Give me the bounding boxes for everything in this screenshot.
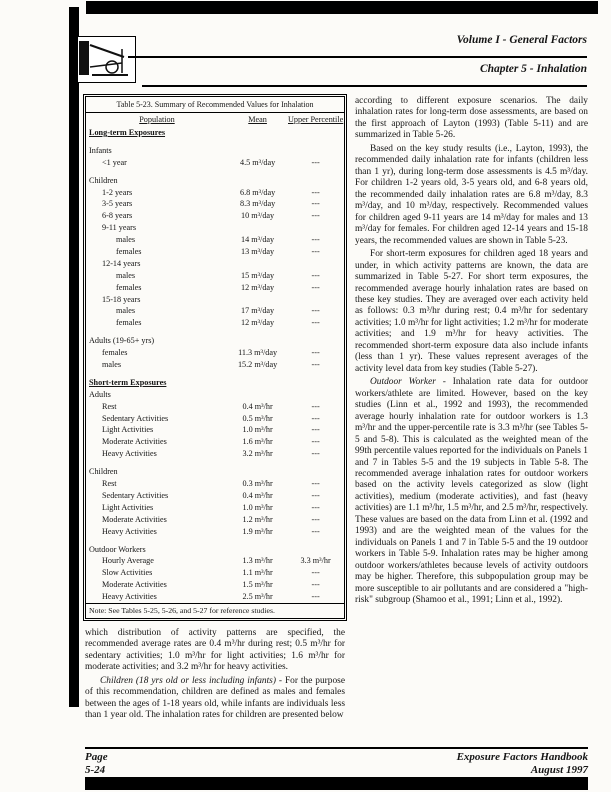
table-row: [86, 187, 344, 199]
top-black-bar: [86, 1, 598, 14]
mean-cell: [228, 294, 287, 306]
key-study-results-paragraph: Based on the key study results (i.e., Layton, 1993), the recommended daily inhalation rate for infants (children less than 1 yr), during long-term dose assessments is 4.5 m³/day. For children 1-2 years old, 3-5 years old, and 6-8 years old, the recommended daily inhalation rates are 6.8 m³/day, 8.3 m³/day, and 10 m³/day, respectively. Recommended values for children aged 9-11 years are 14 m³/day for males and 13 m³/day for females. For children aged 12-14 years and 15-18 years, the recommended values are shown in Table 5-23.: [355, 143, 588, 246]
mean-cell: [228, 258, 287, 270]
upper-percentile-cell: ---: [311, 247, 320, 257]
table-row: [86, 198, 344, 210]
footer-rule: [85, 747, 588, 749]
column-header-population: Population: [139, 115, 175, 124]
upper-percentile-cell: [287, 371, 344, 389]
upper-percentile-cell: ---: [311, 592, 320, 602]
children-paragraph-rest: - For the purpose of this recommendation, children are defined as males and females between the ages of 1-18 years old, while infants are individuals less than 1 year old. The inhalation rates for children are presented below: [85, 675, 345, 721]
mean-cell: 6.8 m³/day: [239, 187, 276, 197]
right-column: [355, 96, 588, 609]
population-cell: Moderate Activities: [102, 580, 167, 590]
table-row: [86, 347, 344, 359]
mean-cell: 4.5 m³/day: [239, 157, 276, 167]
population-cell: Rest: [102, 479, 117, 489]
table-row: [86, 234, 344, 246]
upper-percentile-cell: ---: [311, 306, 320, 316]
table-body: [86, 127, 344, 603]
upper-percentile-cell: ---: [311, 490, 320, 500]
table-row: [86, 359, 344, 371]
population-cell: Outdoor Workers: [89, 544, 146, 554]
mean-cell: 1.9 m³/hr: [242, 526, 273, 536]
upper-percentile-cell: ---: [311, 580, 320, 590]
table-row: [86, 591, 344, 603]
upper-percentile-cell: [287, 222, 344, 234]
footer-handbook-block: [457, 751, 588, 776]
table-row: [86, 401, 344, 413]
mean-cell: 1.5 m³/hr: [242, 580, 273, 590]
table-row: [86, 490, 344, 502]
table-row: [86, 294, 344, 306]
mean-cell: [228, 389, 287, 401]
upper-percentile-cell: ---: [311, 270, 320, 280]
upper-percentile-cell: ---: [311, 348, 320, 358]
header-rule-top: [128, 56, 587, 58]
table-row: [86, 210, 344, 222]
table-header-row: [86, 113, 344, 127]
mean-cell: 0.4 m³/hr: [242, 490, 273, 500]
table-row: [86, 329, 344, 347]
mean-cell: 12 m³/day: [241, 282, 275, 292]
left-column: [85, 96, 345, 724]
upper-percentile-cell: [287, 389, 344, 401]
table-row: [86, 282, 344, 294]
table-row: [86, 424, 344, 436]
table-row: [86, 305, 344, 317]
upper-percentile-cell: ---: [311, 235, 320, 245]
population-cell: females: [116, 282, 142, 292]
outdoor-worker-lead-italic: Outdoor Worker: [370, 377, 436, 388]
population-cell: 1-2 years: [102, 187, 133, 197]
table-row: [86, 371, 344, 389]
table-row: [86, 526, 344, 538]
table-row: [86, 127, 344, 139]
upper-percentile-cell: [287, 329, 344, 347]
table-row: [86, 538, 344, 556]
table-row: [86, 514, 344, 526]
population-cell: Sedentary Activities: [102, 490, 169, 500]
upper-percentile-cell: [287, 294, 344, 306]
population-cell: Infants: [89, 145, 112, 155]
upper-percentile-cell: ---: [311, 437, 320, 447]
table-note: Note: See Tables 5-25, 5-26, and 5-27 for reference studies.: [86, 603, 344, 618]
mean-cell: 15.2 m³/day: [237, 360, 278, 370]
logo-drawing-icon: [78, 37, 132, 79]
upper-percentile-cell: ---: [311, 318, 320, 328]
mean-cell: 1.6 m³/hr: [242, 437, 273, 447]
population-cell: Sedentary Activities: [102, 413, 169, 423]
population-cell: Short-term Exposures: [89, 377, 167, 387]
left-black-bar: [69, 7, 79, 707]
table-5-23: [85, 96, 345, 619]
table-row: [86, 222, 344, 234]
population-cell: Long-term Exposures: [89, 128, 166, 137]
mean-cell: 15 m³/day: [241, 270, 275, 280]
mean-cell: [228, 127, 287, 139]
population-cell: females: [116, 318, 142, 328]
upper-percentile-cell: ---: [311, 360, 320, 370]
mean-cell: [228, 538, 287, 556]
upper-percentile-cell: ---: [311, 187, 320, 197]
mean-cell: 2.5 m³/hr: [242, 592, 273, 602]
mean-cell: 13 m³/day: [241, 247, 275, 257]
table-row: [86, 157, 344, 169]
inhalation-values-table: [86, 113, 344, 603]
mean-cell: 10 m³/day: [241, 211, 275, 221]
mean-cell: 11.3 m³/day: [238, 348, 278, 358]
table-row: [86, 502, 344, 514]
upper-percentile-cell: ---: [311, 199, 320, 209]
header-rule-bottom: [142, 85, 587, 87]
table-row: [86, 579, 344, 591]
table-row: [86, 317, 344, 329]
upper-percentile-cell: 3.3 m³/hr: [300, 556, 331, 566]
mean-cell: 1.1 m³/hr: [242, 568, 273, 578]
table-row: [86, 169, 344, 187]
table-title: Table 5-23. Summary of Recommended Values for Inhalation: [86, 97, 344, 113]
chapter-title: Chapter 5 - Inhalation: [479, 63, 587, 75]
handbook-logo-icon: [77, 36, 136, 83]
mean-cell: 1.0 m³/hr: [242, 502, 273, 512]
footer-date: August 1997: [530, 763, 588, 776]
children-lead-italic: Children (18 yrs old or less including infants): [100, 675, 276, 686]
mean-cell: [228, 169, 287, 187]
population-cell: Slow Activities: [102, 568, 153, 578]
mean-cell: 0.5 m³/hr: [242, 413, 273, 423]
footer-handbook-title: Exposure Factors Handbook: [456, 751, 588, 763]
footer-page-label: Page: [85, 751, 108, 763]
upper-percentile-cell: [287, 258, 344, 270]
outdoor-worker-paragraph: [355, 377, 588, 606]
population-cell: males: [116, 235, 136, 245]
mean-cell: 17 m³/day: [241, 306, 275, 316]
population-cell: Heavy Activities: [102, 526, 157, 536]
upper-percentile-cell: ---: [311, 502, 320, 512]
mean-cell: [228, 329, 287, 347]
table-row: [86, 413, 344, 425]
mean-cell: 0.4 m³/hr: [242, 401, 273, 411]
mean-cell: 8.3 m³/day: [239, 199, 276, 209]
population-cell: Hourly Average: [102, 556, 154, 566]
mean-cell: 1.3 m³/hr: [242, 556, 273, 566]
table-row: [86, 478, 344, 490]
population-cell: 9-11 years: [102, 223, 137, 233]
children-definition-paragraph: [85, 676, 345, 722]
population-cell: Children: [89, 467, 118, 477]
table-row: [86, 567, 344, 579]
table-row: [86, 460, 344, 478]
mean-cell: [228, 222, 287, 234]
population-cell: Adults (19-65+ yrs): [89, 336, 155, 346]
upper-percentile-cell: ---: [311, 211, 320, 221]
table-header: [86, 113, 344, 127]
population-cell: Heavy Activities: [102, 449, 157, 459]
upper-percentile-cell: ---: [311, 526, 320, 536]
short-term-exposures-paragraph: For short-term exposures for children aged 18 years and under, in which activity patterns are known, the data are summarized in Table 5-27. For short term exposures, the recommended average hourly inhalation rates are based on these key studies. They are averaged over each activity held as follows: 0.3 m³/hr during rest; 0.4 m³/hr for sedentary activities; 1.0 m³/hr for light activities; 1.2 m³/hr for moderate activities; and 1.9 m³/hr for heavy activities. The recommended short-term exposure data also include infants (less than 1 yr). These values represent averages of the activity level data from key studies (Table 5-27).: [355, 249, 588, 374]
mean-cell: 12 m³/day: [241, 318, 275, 328]
upper-percentile-cell: [287, 460, 344, 478]
population-cell: Adults: [89, 389, 111, 399]
mean-cell: 14 m³/day: [241, 235, 275, 245]
activity-rates-paragraph: which distribution of activity patterns are specified, the recommended average rates are 0.4 m³/hr during rest; 0.5 m³/hr for sedentary activities; 1.0 m³/hr for light activities; 1.6 m³/hr for moderate activities; and 3.2 m³/hr for heavy activities.: [85, 627, 345, 673]
footer-page-block: [85, 751, 108, 776]
population-cell: females: [102, 348, 128, 358]
population-cell: Light Activities: [102, 502, 154, 512]
population-cell: 3-5 years: [102, 199, 133, 209]
population-cell: males: [102, 360, 122, 370]
table-row: [86, 270, 344, 282]
table-row: [86, 389, 344, 401]
upper-percentile-cell: [287, 169, 344, 187]
upper-percentile-cell: ---: [311, 568, 320, 578]
mean-cell: 3.2 m³/hr: [242, 449, 273, 459]
population-cell: 12-14 years: [102, 258, 141, 268]
table-row: [86, 555, 344, 567]
upper-percentile-cell: ---: [311, 401, 320, 411]
table-row: [86, 246, 344, 258]
column-header-mean: Mean: [248, 115, 267, 124]
population-cell: Light Activities: [102, 425, 154, 435]
upper-percentile-cell: ---: [311, 479, 320, 489]
population-cell: males: [116, 270, 136, 280]
population-cell: Heavy Activities: [102, 592, 157, 602]
population-cell: 6-8 years: [102, 211, 133, 221]
mean-cell: [228, 371, 287, 389]
mean-cell: [228, 460, 287, 478]
mean-cell: 0.3 m³/hr: [242, 479, 273, 489]
population-cell: <1 year: [102, 157, 127, 167]
population-cell: Moderate Activities: [102, 514, 167, 524]
population-cell: females: [116, 247, 142, 257]
upper-percentile-cell: ---: [311, 514, 320, 524]
mean-cell: [228, 139, 287, 157]
table-row: [86, 436, 344, 448]
mean-cell: 1.0 m³/hr: [242, 425, 273, 435]
population-cell: males: [116, 306, 136, 316]
upper-percentile-cell: ---: [311, 449, 320, 459]
upper-percentile-cell: ---: [311, 413, 320, 423]
column-header-upper-percentile: Upper Percentile: [288, 115, 344, 124]
population-cell: Rest: [102, 401, 117, 411]
footer-page-number: 5-24: [85, 763, 106, 776]
volume-title: Volume I - General Factors: [456, 34, 587, 46]
table-row: [86, 139, 344, 157]
upper-percentile-cell: [287, 538, 344, 556]
population-cell: Moderate Activities: [102, 437, 167, 447]
outdoor-worker-paragraph-rest: - Inhalation rate data for outdoor workers/athlete are limited. However, based on the key studies (Linn et al., 1992 and 1993), the recommended average hourly inhalation rate for outdoor workers is 1.3 m³/hr and the upper-percentile rate is 3.3 m³/hr (see Tables 5-5 and 5-8). This is calculated as the weighted mean of the 99th percentile values reported for the individuals on Panels 1 and 7 in Tables 5-5 and the 19 subjects in Table 5-8. The recommended average inhalation rates for outdoor workers based on the activity levels categorized as slow (light activities), medium (moderate activities), and fast (heavy activities) are 1.1 m³/hr, 1.5 m³/hr, and 2.5 m³/hr, respectively. These values are based on the data from Linn et al. (1992 and 1993) and are the weighted mean of the values for the individuals on Panels 1 and 7 in Table 5-5 and the 19 outdoor workers in Table 5-9. Inhalation rates may be higher among outdoor workers/athletes because levels of activity outdoors may be higher. Therefore, this subpopulation group may be more susceptible to air pollutants and are considered a "high-risk" subgroup (Shamoo et al., 1991; Linn et al., 1992).: [355, 377, 589, 606]
exposure-scenarios-paragraph: according to different exposure scenarios. The daily inhalation rates for long-term dose assessments, are based on the first approach of Layton (1993) (Table 5-11) and are summarized in Table 5-26.: [355, 96, 588, 141]
table-row: [86, 258, 344, 270]
bottom-black-bar: [85, 777, 588, 790]
population-cell: Children: [89, 175, 118, 185]
table-row: [86, 448, 344, 460]
upper-percentile-cell: ---: [311, 282, 320, 292]
upper-percentile-cell: [287, 139, 344, 157]
upper-percentile-cell: ---: [311, 157, 320, 167]
upper-percentile-cell: [287, 127, 344, 139]
upper-percentile-cell: ---: [311, 425, 320, 435]
population-cell: 15-18 years: [102, 294, 141, 304]
mean-cell: 1.2 m³/hr: [242, 514, 273, 524]
